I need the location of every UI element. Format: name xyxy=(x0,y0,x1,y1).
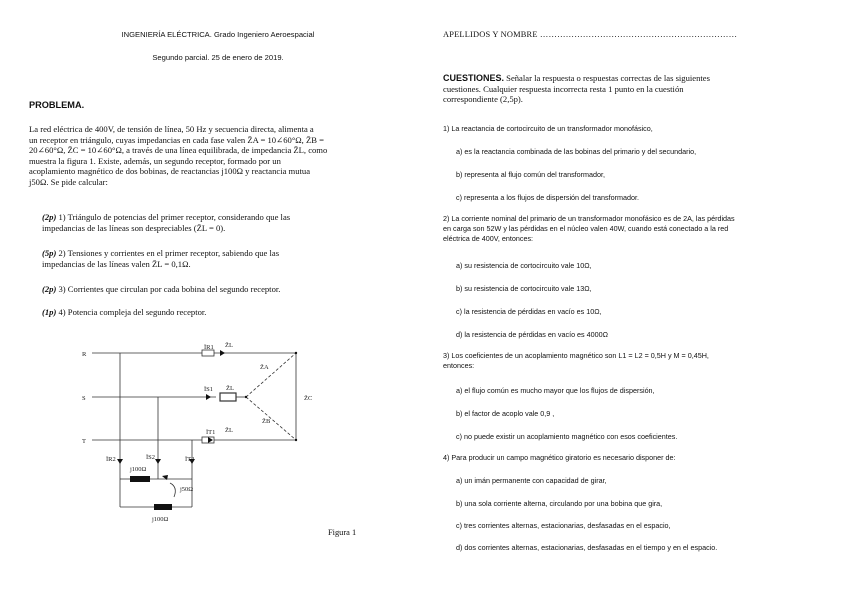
item-line: impedancias de las líneas valen Z̄L = 0,1Ω. xyxy=(42,258,191,269)
mutual-label: j50Ω xyxy=(180,486,194,493)
item-line: 3) Corrientes que circulan por cada bobina del segundo receptor. xyxy=(58,284,281,294)
cuestiones-intro xyxy=(443,73,820,105)
question-2-text xyxy=(443,214,823,244)
current-t1-label: ĪT1 xyxy=(206,429,216,436)
q4-option-a[interactable]: a) un imán permanente con capacidad de girar, xyxy=(456,476,607,485)
question-1-text: 1) La reactancia de cortocircuito de un transformador monofásico, xyxy=(443,124,653,133)
intro-line: 20∠60°Ω, Z̄C = 10∠60°Ω, a través de una línea equilibrada, de impedancia Z̄L, como xyxy=(29,145,328,156)
arrow-t1 xyxy=(208,437,213,443)
item-line: 1) Triángulo de potencias del primer receptor, considerando que las xyxy=(58,212,291,222)
cuestiones-intro-line: Señalar la respuesta o respuestas correctas de las siguientes xyxy=(504,73,710,83)
q1-option-a[interactable]: a) es la reactancia combinada de las bobinas del primario y del secundario, xyxy=(456,147,697,156)
q1-option-c[interactable]: c) representa a los flujos de dispersión del transformador. xyxy=(456,193,639,202)
coil-2 xyxy=(154,504,172,510)
item-line: 2) Tensiones y corrientes en el primer receptor, sabiendo que las xyxy=(58,248,280,258)
item-line: impedancias de las líneas son despreciables (Z̄L = 0). xyxy=(42,222,226,233)
question-line: 3) Los coeficientes de un acoplamiento magnético son L1 = L2 = 0,5H y M = 0,45H, xyxy=(443,351,709,360)
problem-item-2 xyxy=(42,248,408,269)
problem-item-3 xyxy=(42,284,408,295)
q2-option-d[interactable]: d) la resistencia de pérdidas en vacío es 4000Ω xyxy=(456,330,609,339)
q3-option-c[interactable]: c) no puede existir un acoplamiento magnético con esos coeficientes. xyxy=(456,432,678,441)
z-b-label: Z̄B xyxy=(262,418,271,425)
question-3-text xyxy=(443,351,823,371)
node-c xyxy=(295,439,297,441)
item-line: 4) Potencia compleja del segundo receptor. xyxy=(58,307,207,317)
delta-side-a xyxy=(246,353,296,397)
arrow-s1 xyxy=(206,394,211,400)
z-a-label: Z̄A xyxy=(260,364,269,371)
current-s1-label: ĪS1 xyxy=(204,386,214,393)
item-points: (1p) xyxy=(42,307,57,317)
question-line: en carga son 52W y las pérdidas en el núcleo valen 40W, cuando está conectado a la red xyxy=(443,224,729,233)
question-line: 2) La corriente nominal del primario de un transformador monofásico es de 2A, las pérdidas xyxy=(443,214,735,223)
coil-1-label: j100Ω xyxy=(130,466,147,473)
cuestiones-intro-line: correspondiente (2,5p). xyxy=(443,94,523,105)
q2-option-a[interactable]: a) su resistencia de cortocircuito vale 10Ω, xyxy=(456,261,592,270)
current-t2-label: ĪT2 xyxy=(185,456,195,463)
delta-side-b xyxy=(246,397,296,440)
zl-s-label: Z̄L xyxy=(226,385,234,392)
current-s2-label: ĪS2 xyxy=(146,454,156,461)
arrow-r1 xyxy=(220,350,225,356)
problem-intro xyxy=(29,124,409,188)
figure-caption: Figura 1 xyxy=(328,528,357,537)
cuestiones-title: CUESTIONES. xyxy=(443,73,505,83)
exam-header-title: INGENIERÍA ELÉCTRICA. Grado Ingeniero Aeroespacial xyxy=(121,30,315,39)
q2-option-c[interactable]: c) la resistencia de pérdidas en vacío es 10Ω, xyxy=(456,307,602,316)
arrow-s2 xyxy=(155,459,161,464)
zl-t-label: Z̄L xyxy=(225,427,233,434)
question-line: entonces: xyxy=(443,361,475,370)
circuit-diagram xyxy=(70,335,360,525)
mutual-arc xyxy=(170,483,175,497)
coil-1 xyxy=(130,476,150,482)
q4-option-b[interactable]: b) una sola corriente alterna, circulando por una bobina que gira, xyxy=(456,499,663,508)
question-4-text: 4) Para producir un campo magnético giratorio es necesario disponer de: xyxy=(443,453,676,462)
name-field[interactable]: APELLIDOS Y NOMBRE …………………………………………………………… xyxy=(443,30,738,39)
line-r-label: R xyxy=(82,351,87,358)
item-points: (2p) xyxy=(42,212,57,222)
q4-option-c[interactable]: c) tres corrientes alternas, estacionarias, desfasadas en el espacio, xyxy=(456,521,671,530)
z-c-label: Z̄C xyxy=(304,395,313,402)
current-r1-label: ĪR1 xyxy=(204,344,214,351)
q3-option-b[interactable]: b) el factor de acoplo vale 0,9 , xyxy=(456,409,555,418)
node-b xyxy=(245,396,247,398)
zl-r-label: Z̄L xyxy=(225,342,233,349)
exam-header-date: Segundo parcial. 25 de enero de 2019. xyxy=(152,53,284,62)
intro-line: j50Ω. Se pide calcular: xyxy=(29,176,108,187)
line-t-label: T xyxy=(82,438,86,445)
node-a xyxy=(295,352,297,354)
problem-item-1 xyxy=(42,212,408,233)
cuestiones-intro-line: cuestiones. Cualquier respuesta incorrecta resta 1 punto en la cuestión xyxy=(443,83,684,94)
item-points: (2p) xyxy=(42,284,57,294)
line-s-label: S xyxy=(82,395,86,402)
current-r2-label: ĪR2 xyxy=(106,456,116,463)
q4-option-d[interactable]: d) dos corrientes alternas, estacionarias, desfasadas en el tiempo y en el espacio. xyxy=(456,543,718,552)
q2-option-b[interactable]: b) su resistencia de cortocircuito vale 13Ω, xyxy=(456,284,592,293)
intro-line: muestra la figura 1. Existe, además, un segundo receptor, formado por un xyxy=(29,155,281,166)
zl-s-box xyxy=(220,393,236,401)
item-points: (5p) xyxy=(42,248,57,258)
q3-option-a[interactable]: a) el flujo común es mucho mayor que los flujos de dispersión, xyxy=(456,386,655,395)
intro-line: acoplamiento magnético de dos bobinas, de reactancias j100Ω y reactancia mutua xyxy=(29,166,311,177)
intro-line: un receptor en triángulo, cuyas impedancias en cada fase valen Z̄A = 10∠60°Ω, Z̄B = xyxy=(29,134,324,145)
coil-2-label: j100Ω xyxy=(152,516,169,523)
q1-option-b[interactable]: b) representa al flujo común del transformador, xyxy=(456,170,606,179)
intro-line: La red eléctrica de 400V, de tensión de línea, 50 Hz y secuencia directa, alimenta a xyxy=(29,124,314,134)
problem-title: PROBLEMA. xyxy=(29,100,85,110)
arrow-r2 xyxy=(117,459,123,464)
problem-item-4 xyxy=(42,307,408,318)
question-line: eléctrica de 400V, entonces: xyxy=(443,234,534,243)
